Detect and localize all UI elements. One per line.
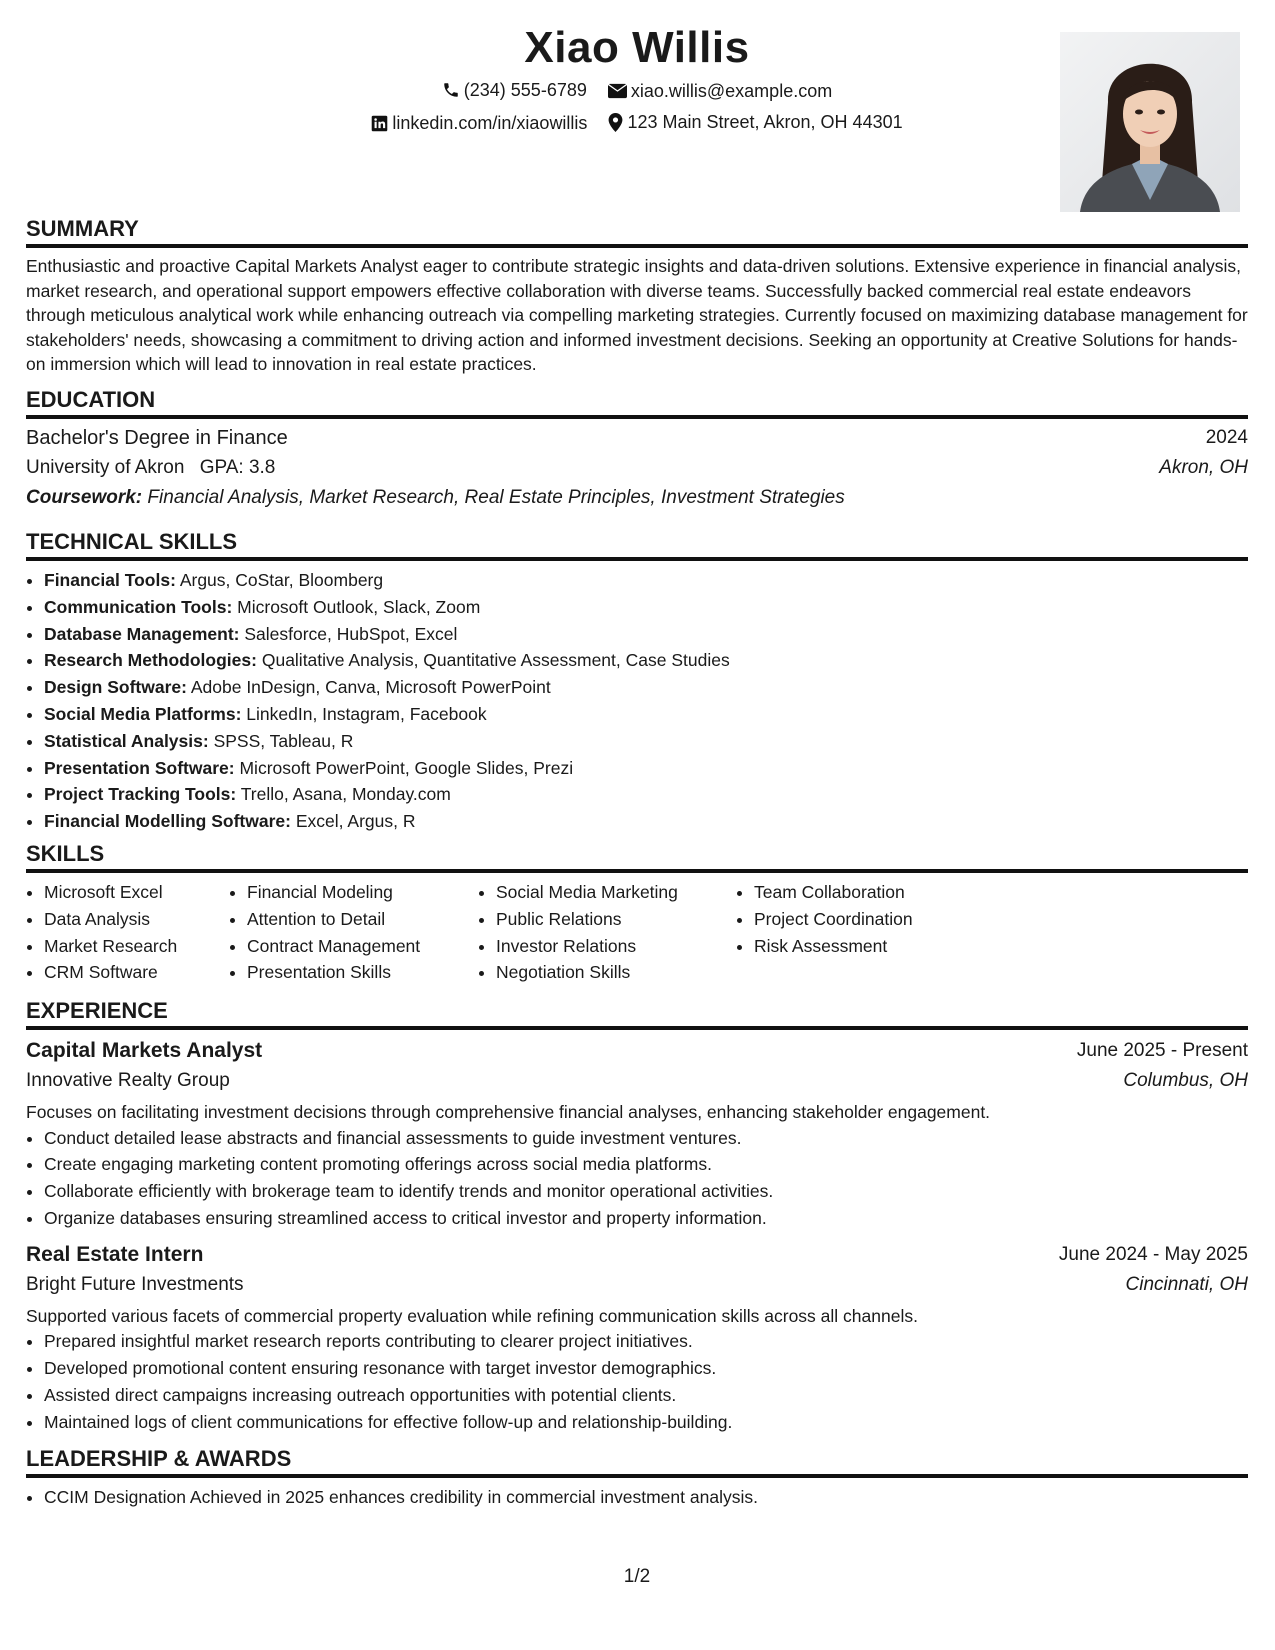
skills-section [26,839,1248,986]
experience-section [26,996,1248,1436]
list-item: • Contract Management [247,933,478,960]
list-item [44,674,1248,701]
list-item [44,808,1248,835]
skill-category: Financial Tools: [44,570,176,590]
skills-grid [26,879,1248,986]
address-text: 123 Main Street, Akron, OH 44301 [627,112,903,132]
list-item [44,567,1248,594]
list-item: • Presentation Skills [247,959,478,986]
job-title-row [26,1240,1248,1270]
list-item: • Collaborate efficiently with brokerage team to identify trends and monitor operational activities. [44,1178,1248,1205]
list-item: • Microsoft Excel [44,879,229,906]
skill-values: Trello, Asana, Monday.com [240,784,451,805]
job-title: Real Estate Intern [26,1242,204,1266]
job-bullets [26,1125,1248,1232]
technical-skills-section [26,527,1248,835]
linkedin-text: linkedin.com/in/xiaowillis [392,113,588,133]
degree-row [26,423,1248,453]
company-name: Bright Future Investments [26,1273,244,1295]
education-heading: EDUCATION [26,385,1248,419]
job-dates: June 2025 - Present [1076,1040,1248,1061]
resume-page [26,0,1248,1650]
school-name: University of Akron [26,457,185,478]
list-item: • Data Analysis [44,906,229,933]
email-contact[interactable] [608,79,832,103]
summary-text: Enthusiastic and proactive Capital Markets Analyst eager to contribute strategic insights and data-driven solutions. Extensive experience in financial analysis, market research, and operational support empowers effective collaboration with diverse teams. Successfully backed commercial real estate endeavors through meticulous analytical work while enhancing outreach via compelling marketing strategies. Currently focused on maximizing database management for stakeholders' needs, showcasing a commitment to driving action and informed investment decisions. Seeking an opportunity at Creative Solutions for hands-on immersion which will lead to innovation in real estate practices. [26,256,1248,375]
phone-contact [442,78,587,102]
experience-heading: EXPERIENCE [26,996,1248,1030]
email-text: xiao.willis@example.com [630,81,833,101]
skill-category: Project Tracking Tools: [44,784,237,805]
list-item: • Attention to Detail [247,906,478,933]
map-pin-icon [608,113,623,132]
skill-category: Communication Tools: [44,596,233,617]
school-row [26,453,1248,483]
skill-values: Salesforce, HubSpot, Excel [244,623,458,644]
skill-category: Design Software: [44,677,187,698]
job-location: Columbus, OH [1123,1070,1248,1091]
technical-skills-list [26,567,1248,835]
list-item [44,647,1248,674]
address-contact [608,110,902,134]
list-item: • Investor Relations [496,933,736,960]
envelope-icon [608,83,627,99]
list-item: • Team Collaboration [754,879,974,906]
job-location: Cincinnati, OH [1125,1273,1248,1295]
skill-category: Presentation Software: [44,757,235,778]
list-item: • Financial Modeling [247,879,478,906]
linkedin-contact[interactable] [371,111,587,135]
leadership-list [26,1484,1248,1511]
job-summary: Focuses on facilitating investment decisions through comprehensive financial analyses, enhancing stakeholder engagement. [26,1102,991,1122]
job-entry [26,1036,1248,1232]
summary-heading: SUMMARY [26,214,1248,248]
skill-category: Database Management: [44,623,240,644]
coursework-label: Coursework: [26,487,143,508]
skill-values: SPSS, Tableau, R [213,730,354,751]
list-item: • CCIM Designation Achieved in 2025 enhances credibility in commercial investment analysis. [44,1484,1248,1511]
skills-heading: SKILLS [26,839,1248,873]
skill-values: Argus, CoStar, Bloomberg [179,570,384,590]
phone-text: (234) 555-6789 [463,80,587,100]
company-row [26,1270,1248,1300]
skill-values: Microsoft Outlook, Slack, Zoom [237,596,481,617]
school-location: Akron, OH [1159,457,1248,478]
portrait-image [1060,32,1240,212]
linkedin-icon [371,115,388,132]
gpa: GPA: 3.8 [199,457,276,478]
job-title-row [26,1036,1248,1066]
skill-values: Qualitative Analysis, Quantitative Assessment, Case Studies [261,650,730,671]
page-number: 1/2 [623,1566,651,1587]
list-item: • Negotiation Skills [496,959,736,986]
list-item: • Organize databases ensuring streamlined access to critical investor and property information. [44,1205,1248,1232]
profile-photo [1060,32,1240,212]
skills-column [736,879,974,986]
skill-values: Microsoft PowerPoint, Google Slides, Prezi [239,757,574,778]
job-entry [26,1240,1248,1436]
list-item [44,728,1248,755]
degree-name: Bachelor's Degree in Finance [26,427,288,449]
leadership-section [26,1444,1248,1511]
skill-category: Financial Modelling Software: [44,811,291,832]
list-item: • Assisted direct campaigns increasing outreach opportunities with potential clients. [44,1382,1248,1409]
job-title: Capital Markets Analyst [26,1039,263,1062]
list-item: • Developed promotional content ensuring resonance with target investor demographics. [44,1355,1248,1382]
skills-column [229,879,478,986]
education-section [26,385,1248,513]
phone-icon [442,81,460,99]
list-item: • Market Research [44,933,229,960]
list-item: • Social Media Marketing [496,879,736,906]
job-summary: Supported various facets of commercial property evaluation while refining communication skills across all channels. [26,1305,918,1326]
list-item [44,594,1248,621]
summary-section [26,214,1248,377]
skills-column [26,879,229,986]
coursework-row [26,483,1248,513]
list-item: • Prepared insightful market research reports contributing to clearer project initiatives. [44,1328,1248,1355]
skill-values: Adobe InDesign, Canva, Microsoft PowerPoint [190,677,551,698]
skill-values: LinkedIn, Instagram, Facebook [246,703,487,724]
list-item: • Conduct detailed lease abstracts and financial assessments to guide investment ventures. [44,1125,1248,1152]
skill-category: Research Methodologies: [44,650,257,671]
job-dates: June 2024 - May 2025 [1058,1243,1248,1265]
company-row [26,1066,1248,1096]
skill-values: Excel, Argus, R [295,811,416,832]
list-item: • Maintained logs of client communications for effective follow-up and relationship-building. [44,1409,1248,1436]
list-item: • CRM Software [44,959,229,986]
job-bullets [26,1328,1248,1435]
list-item: • Risk Assessment [754,933,974,960]
technical-skills-heading: TECHNICAL SKILLS [26,527,1248,561]
skill-category: Social Media Platforms: [44,703,242,724]
skills-column [478,879,736,986]
list-item [44,621,1248,648]
list-item: • Create engaging marketing content promoting offerings across social media platforms. [44,1151,1248,1178]
list-item [44,755,1248,782]
company-name: Innovative Realty Group [26,1070,230,1091]
list-item [44,781,1248,808]
list-item [44,701,1248,728]
candidate-name: Xiao Willis [524,23,750,72]
leadership-heading: LEADERSHIP & AWARDS [26,1444,1248,1478]
list-item: • Public Relations [496,906,736,933]
skill-category: Statistical Analysis: [44,730,209,751]
list-item: • Project Coordination [754,906,974,933]
coursework-list: Financial Analysis, Market Research, Real Estate Principles, Investment Strategies [147,487,845,508]
graduation-year: 2024 [1205,427,1248,448]
